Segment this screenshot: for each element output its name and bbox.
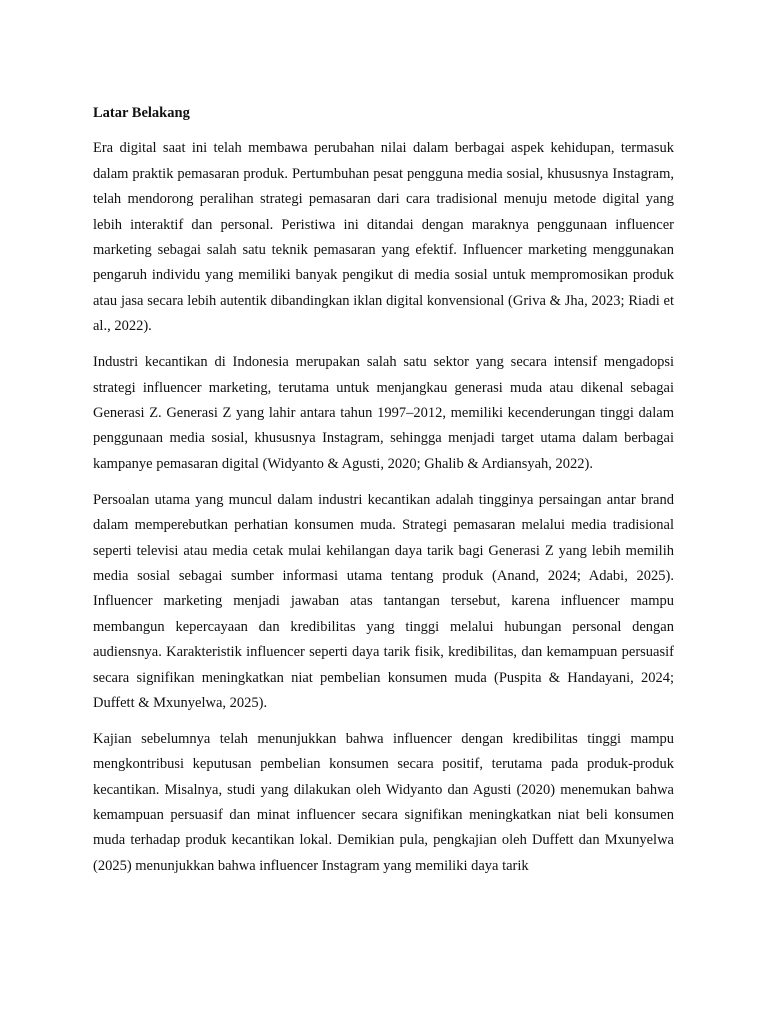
paragraph-3: Persoalan utama yang muncul dalam industri kecantikan adalah tingginya persaingan antar brand dalam memperebutkan perhatian konsumen muda. Strategi pemasaran melalui media tradisional seperti televisi atau media cetak mulai kehilangan daya tarik bagi Generasi Z yang lebih memilih media sosial sebagai sumber informasi utama tentang produk (Anand, 2024; Adabi, 2025). Influencer marketing menjadi jawaban atas tantangan tersebut, karena influencer mampu membangun kepercayaan dan kredibilitas yang tinggi melalui hubungan personal dengan audiensnya. Karakteristik influencer seperti daya tarik fisik, kredibilitas, dan kemampuan persuasif secara signifikan meningkatkan niat pembelian konsumen muda (Puspita & Handayani, 2024; Duffett & Mxunyelwa, 2025).: [93, 491, 674, 711]
section-heading: Latar Belakang: [93, 105, 190, 121]
paragraph-4: Kajian sebelumnya telah menunjukkan bahwa influencer dengan kredibilitas tinggi mampu mengkontribusi keputusan pembelian konsumen secara positif, terutama pada produk-produk kecantikan. Misalnya, studi yang dilakukan oleh Widyanto dan Agusti (2020) menemukan bahwa kemampuan persuasif dan minat influencer secara signifikan meningkatkan niat beli konsumen muda terhadap produk kecantikan lokal. Demikian pula, pengkajian oleh Duffett dan Mxunyelwa (2025) menunjukkan bahwa influencer Instagram yang memiliki daya tarik: [93, 730, 674, 874]
document-page: [93, 101, 674, 890]
paragraph-2: Industri kecantikan di Indonesia merupakan salah satu sektor yang secara intensif mengadopsi strategi influencer marketing, terutama untuk menjangkau generasi muda atau dikenal sebagai Generasi Z. Generasi Z yang lahir antara tahun 1997–2012, memiliki kecenderungan tinggi dalam penggunaan media sosial, khususnya Instagram, sehingga menjadi target utama dalam berbagai kampanye pemasaran digital (Widyanto & Agusti, 2020; Ghalib & Ardiansyah, 2022).: [93, 354, 674, 472]
paragraph-1: Era digital saat ini telah membawa perubahan nilai dalam berbagai aspek kehidupan, termasuk dalam praktik pemasaran produk. Pertumbuhan pesat pengguna media sosial, khususnya Instagram, telah mendorong peralihan strategi pemasaran dari cara tradisional menuju metode digital yang lebih interaktif dan personal. Peristiwa ini ditandai dengan maraknya penggunaan influencer marketing sebagai salah satu teknik pemasaran yang efektif. Influencer marketing menggunakan pengaruh individu yang memiliki banyak pengikut di media sosial untuk mempromosikan produk atau jasa secara lebih autentik dibandingkan iklan digital konvensional (Griva & Jha, 2023; Riadi et al., 2022).: [93, 140, 674, 335]
